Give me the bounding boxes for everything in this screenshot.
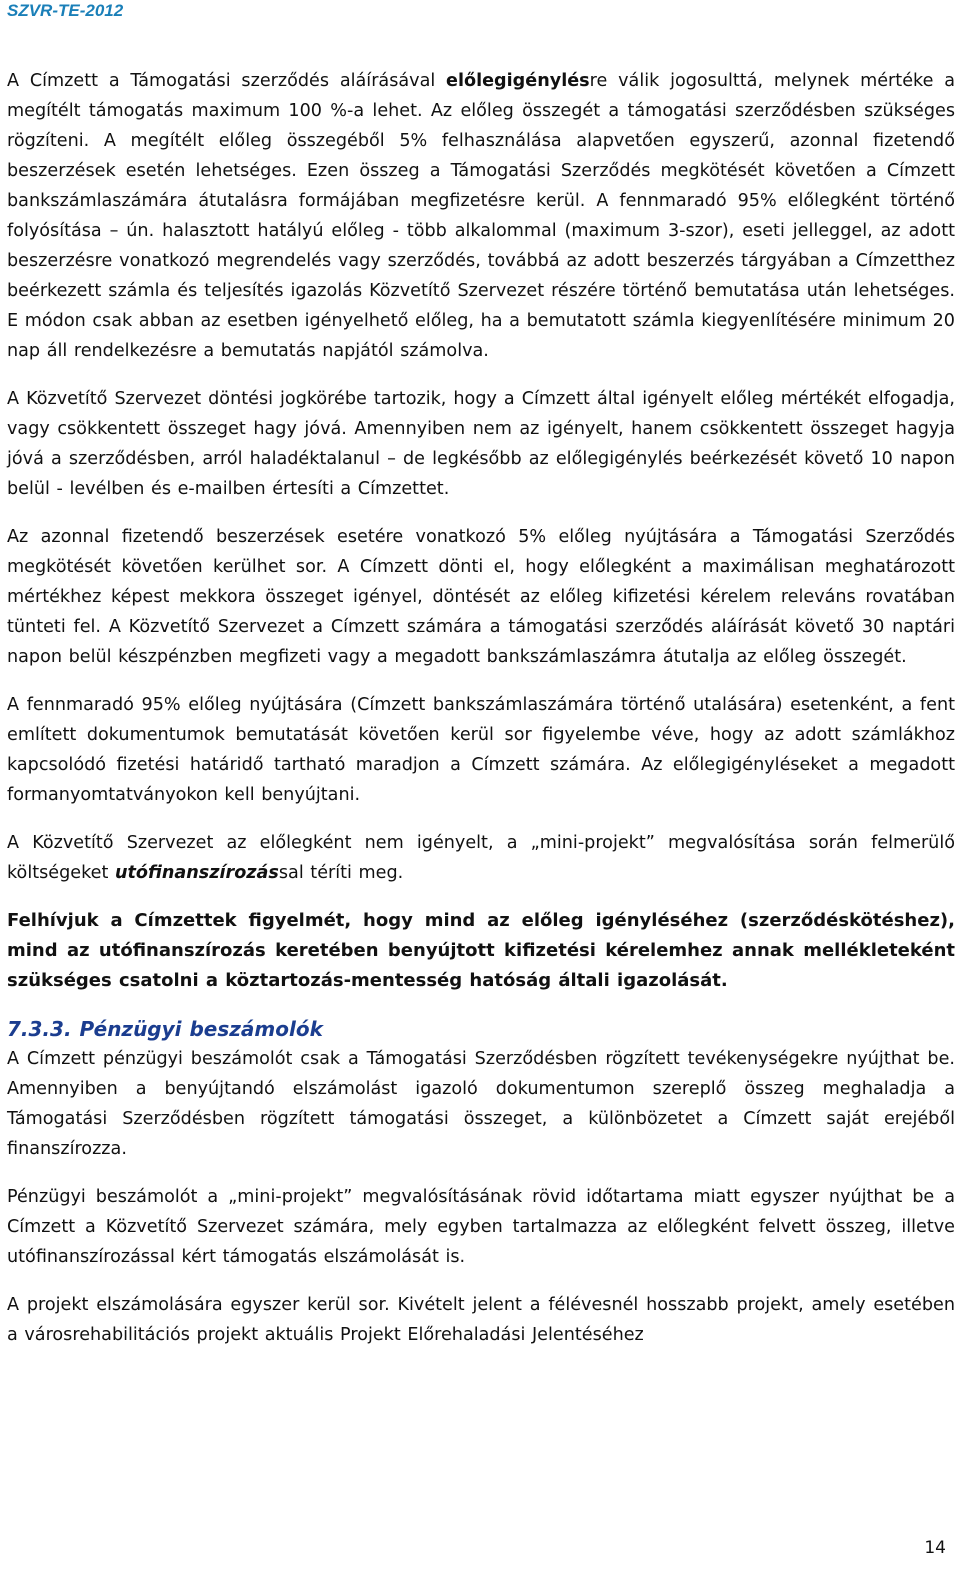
paragraph-intermediate-body-decision: A Közvetítő Szervezet döntési jogkörébe tartozik, hogy a Címzett által igényelt előleg mértékét elfogadja, vagy csökkentett összeget hagy jóvá. Amennyiben nem az igényelt, hanem csökkentett összeget hagyja jóvá a szerződésben, arról haladéktalanul – de legkésőbb az előlegigénylés beérkezését követő 10 napon belül - levélben és e-mailben értesíti a Címzettet. <box>7 389 955 499</box>
text-run: A Közvetítő Szervezet az előlegként nem igényelt, a „mini-projekt” megvalósítása során felmerülő költségeket <box>7 833 955 883</box>
paragraph-project-settlement: A projekt elszámolására egyszer kerül sor. Kivételt jelent a félévesnél hosszabb projekt, amely esetében a városrehabilitációs projekt aktuális Projekt Előrehaladási Jelentéséhez <box>7 1295 955 1345</box>
paragraph-advance-payment <box>7 66 955 366</box>
text-run: sal téríti meg. <box>278 863 404 883</box>
bold-term-advance-request: előlegigénylés <box>446 71 590 91</box>
paragraph-financial-report-once: Pénzügyi beszámolót a „mini-projekt” megvalósításának rövid időtartama miatt egyszer nyújthat be a Címzett a Közvetítő Szervezet számára, mely egyben tartalmazza az előlegként felvett összeg, illetve utófinanszírozással kért támogatás elszámolását is. <box>7 1187 955 1267</box>
paragraph-post-financing <box>7 828 955 888</box>
paragraph-five-percent-advance: Az azonnal fizetendő beszerzések esetére vonatkozó 5% előleg nyújtására a Támogatási Szerződés megkötését követően kerülhet sor. A Címzett dönti el, hogy előlegként a maximálisan meghatározott mértékhez képest mekkora összeget igényel, döntését az előleg kifizetési kérelem releváns rovatában tünteti fel. A Közvetítő Szervezet a Címzett számára a támogatási szerződés aláírását követő 30 naptári napon belül készpénzben megfizeti vagy a megadott bankszámlaszámra átutalja az előleg összegét. <box>7 527 955 667</box>
document-header-title: SZVR-TE-2012 <box>7 1 124 20</box>
bold-italic-term-post-financing: utófinanszírozás <box>114 863 279 883</box>
paragraph-remaining-95-percent: A fennmaradó 95% előleg nyújtására (Címzett bankszámlaszámára történő utalására) esetenként, a fent említett dokumentumok bemutatását követően kerül sor figyelembe véve, hogy az adott számlákhoz kapcsolódó fizetési határidő tartható maradjon a Címzett számára. Az előlegigényléseket a megadott formanyomtatványokon kell benyújtani. <box>7 695 955 805</box>
document-body <box>7 66 955 1350</box>
section-heading-financial-reports: 7.3.3. Pénzügyi beszámolók <box>7 1017 323 1041</box>
paragraph-financial-report-scope: A Címzett pénzügyi beszámolót csak a Támogatási Szerződésben rögzített tevékenységekre nyújthat be. Amennyiben a benyújtandó elszámolást igazoló dokumentumon szereplő összeg meghaladja a Támogatási Szerződésben rögzített támogatási összeget, a különbözetet a Címzett saját erejéből finanszírozza. <box>7 1049 955 1159</box>
page-number: 14 <box>924 1538 946 1558</box>
text-run: re válik jogosulttá, melynek mértéke a megítélt támogatás maximum 100 %-a lehet. Az előleg összegét a támogatási szerződésben szükséges rögzíteni. A megítélt előleg összegéből 5% felhasználása alapvetően egyszerű, azonnal fizetendő beszerzések esetén lehetséges. Ezen összeg a Támogatási Szerződés megkötését követően a Címzett bankszámlaszámára átutalásra formájában megfizetésre kerül. A fennmaradó 95% előlegként történő folyósítása – ún. halasztott hatályú előleg - több alkalommal (maximum 3-szor), eseti jelleggel, az adott beszerzésre vonatkozó megrendelés vagy szerződés, továbbá az adott beszerzés tárgyában a Címzetthez beérkezett számla és teljesítés igazolás Közvetítő Szervezet részére történő bemutatása után lehetséges. E módon csak abban az esetben igényelhető előleg, ha a bemutatott számla kiegyenlítésére minimum 20 nap áll rendelkezésre a bemutatás napjától számolva. <box>7 71 955 361</box>
paragraph-attention-notice: Felhívjuk a Címzettek figyelmét, hogy mind az előleg igényléséhez (szerződéskötéshez), mind az utófinanszírozás keretében benyújtott kifizetési kérelemhez annak mellékleteként szükséges csatolni a köztartozás-mentesség hatóság általi igazolását. <box>7 910 955 991</box>
text-run: A Címzett a Támogatási szerződés aláírásával <box>7 71 447 91</box>
